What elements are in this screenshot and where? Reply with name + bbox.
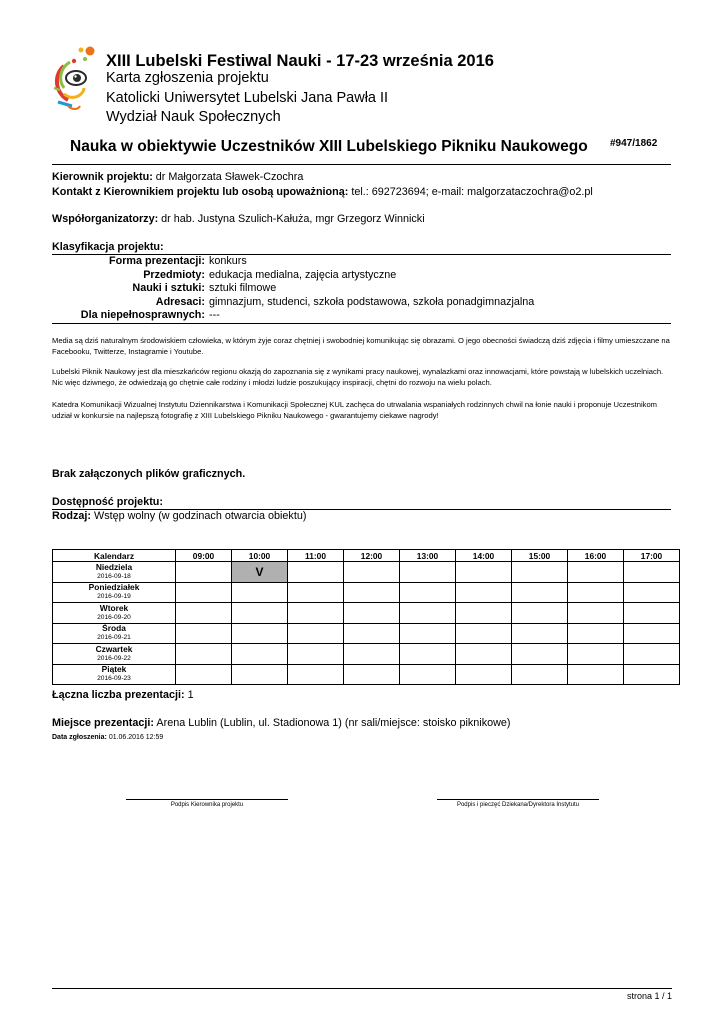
time-slot [568, 623, 624, 644]
signature-caption-left: Podpis Kierownika projektu [170, 802, 244, 808]
description-paragraph: Katedra Komunikacji Wizualnej Instytutu Dziennikarstwa i Komunikacji Społecznej KUL zachęca do utrwalania wspaniałych rodzinnych chwil na łonie nauki i proponuje Uczestnikom udział w konkursie na najlepszą fotografię z XIII Lubelskiego Pikniku Naukowego - gwarantujemy ciekawe nagrody! [52, 400, 657, 420]
time-slot [456, 644, 512, 665]
time-slot [624, 562, 680, 583]
hour-header: 09:00 [176, 550, 232, 562]
calendar-corner: Kalendarz [53, 550, 176, 562]
hour-header: 12:00 [344, 550, 400, 562]
hour-header: 15:00 [512, 550, 568, 562]
field-value: edukacja medialna, zajęcia artystyczne [209, 268, 397, 281]
page-number: strona 1 / 1 [626, 991, 672, 1001]
time-slot [232, 582, 288, 603]
time-slot [400, 644, 456, 665]
time-slot [568, 562, 624, 583]
time-slot [624, 603, 680, 624]
time-slot [344, 644, 400, 665]
submitted-label: Data zgłoszenia: [52, 734, 107, 741]
day-cell [53, 562, 176, 583]
day-cell [53, 644, 176, 665]
calendar-day-row [53, 644, 680, 665]
time-slot [344, 623, 400, 644]
time-slot [456, 603, 512, 624]
time-slot [568, 603, 624, 624]
time-slot [400, 582, 456, 603]
time-slot [400, 623, 456, 644]
time-slot [456, 623, 512, 644]
classification-row [52, 296, 671, 310]
day-date: 2016-09-20 [97, 613, 131, 621]
hour-header: 14:00 [456, 550, 512, 562]
calendar-day-row [53, 582, 680, 603]
classification-heading: Klasyfikacja projektu: [52, 241, 164, 253]
time-slot [176, 582, 232, 603]
time-slot [568, 664, 624, 685]
attachments-note: Brak załączonych plików graficznych. [52, 468, 246, 480]
field-label: Dla niepełnosprawnych: [80, 309, 205, 322]
coorganizers-value: dr hab. Justyna Szulich-Kałuża, mgr Grzegorz Winnicki [161, 213, 425, 225]
time-slot [456, 664, 512, 685]
day-date: 2016-09-18 [97, 572, 131, 580]
time-slot [344, 582, 400, 603]
signature-caption-right: Podpis i pieczęć Dziekana/Dyrektora Instytutu [456, 802, 580, 808]
hour-header: 13:00 [400, 550, 456, 562]
time-slot [344, 603, 400, 624]
calendar-table [52, 549, 680, 685]
total-label: Łączna liczba prezentacji: [52, 689, 185, 701]
time-slot-marked: V [232, 562, 288, 583]
day-name: Czwartek [95, 643, 133, 654]
time-slot [344, 664, 400, 685]
signature-line-right [437, 799, 599, 800]
hour-header: 10:00 [232, 550, 288, 562]
availability-type-row [52, 510, 306, 522]
classification-row [52, 309, 671, 323]
field-label: Nauki i sztuki: [132, 282, 205, 295]
time-slot [232, 623, 288, 644]
time-slot [288, 603, 344, 624]
time-slot [456, 562, 512, 583]
time-slot [624, 644, 680, 665]
calendar-header-row [53, 550, 680, 562]
time-slot [568, 582, 624, 603]
coorganizers-row [52, 213, 425, 225]
divider [52, 323, 671, 324]
time-slot [456, 582, 512, 603]
divider [52, 164, 671, 165]
time-slot [512, 562, 568, 583]
time-slot [288, 582, 344, 603]
submitted-row [52, 734, 163, 741]
contact-label: Kontakt z Kierownikiem projektu lub osobą upoważnioną: [52, 186, 349, 198]
description-paragraph: Lubelski Piknik Naukowy jest dla mieszkańców regionu okazją do zapoznania się z wynikami pracy naukowej, wynalazkami oraz innowacjami, które powstają w lubelskich uczelniach. Nic więc dziwnego, że odwiedzają go chętnie całe rodziny i młodzi ludzie poszukujący inspiracji, chętni do rozwoju na wielu polach. [52, 367, 664, 387]
day-name: Piątek [101, 664, 127, 675]
project-title: Nauka w obiektywie Uczestników XIII Lubelskiego Pikniku Naukowego [70, 138, 588, 155]
time-slot [232, 644, 288, 665]
festival-logo [50, 44, 102, 112]
classification-row [52, 282, 671, 296]
availability-type-label: Rodzaj: [52, 510, 91, 522]
total-row [52, 689, 194, 701]
contact-value: tel.: 692723694; e-mail: malgorzataczochra@o2.pl [351, 186, 593, 198]
day-cell [53, 623, 176, 644]
manager-label: Kierownik projektu: [52, 171, 153, 183]
time-slot [288, 644, 344, 665]
day-cell [53, 603, 176, 624]
time-slot [624, 623, 680, 644]
day-cell [53, 664, 176, 685]
field-value: sztuki filmowe [209, 282, 277, 295]
place-label: Miejsce prezentacji: [52, 717, 155, 729]
place-value: Arena Lublin (Lublin, ul. Stadionowa 1) (nr sali/miejsce: stoisko piknikowe) [156, 717, 511, 729]
field-value: --- [209, 309, 220, 322]
day-date: 2016-09-22 [97, 654, 131, 662]
time-slot [400, 664, 456, 685]
day-cell [53, 582, 176, 603]
availability-heading: Dostępność projektu: [52, 496, 163, 508]
hour-header: 17:00 [624, 550, 680, 562]
time-slot [624, 582, 680, 603]
place-row [52, 717, 511, 729]
calendar-day-row [53, 623, 680, 644]
classification-row [52, 255, 671, 269]
time-slot [568, 644, 624, 665]
field-label: Forma prezentacji: [109, 255, 205, 267]
submitted-value: 01.06.2016 12:59 [108, 734, 164, 741]
time-slot [176, 623, 232, 644]
day-name: Poniedziałek [88, 582, 140, 593]
time-slot [176, 562, 232, 583]
field-value: konkurs [209, 255, 247, 267]
classification-row [52, 269, 671, 283]
field-label: Przedmioty: [143, 268, 205, 281]
day-date: 2016-09-21 [97, 634, 131, 642]
field-label: Adresaci: [155, 295, 205, 308]
manager-value: dr Małgorzata Sławek-Czochra [155, 171, 304, 183]
calendar-day-row [53, 664, 680, 685]
time-slot [288, 623, 344, 644]
field-value: gimnazjum, studenci, szkoła podstawowa, szkoła ponadgimnazjalna [209, 295, 535, 308]
time-slot [400, 603, 456, 624]
time-slot [512, 582, 568, 603]
time-slot [624, 664, 680, 685]
manager-row [52, 171, 303, 183]
classification-table [52, 255, 671, 323]
day-name: Środa [102, 623, 126, 634]
hour-header: 11:00 [288, 550, 344, 562]
calendar-day-row [53, 603, 680, 624]
day-date: 2016-09-19 [97, 593, 131, 601]
time-slot [232, 603, 288, 624]
availability-type-value: Wstęp wolny (w godzinach otwarcia obiektu) [94, 510, 307, 522]
contact-row [52, 186, 593, 198]
festival-title: XIII Lubelski Festiwal Nauki - 17-23 września 2016 [106, 52, 494, 70]
time-slot [344, 562, 400, 583]
time-slot [176, 664, 232, 685]
total-value: 1 [187, 689, 194, 701]
calendar-day-row [53, 562, 680, 583]
time-slot [176, 603, 232, 624]
time-slot [400, 562, 456, 583]
time-slot [512, 603, 568, 624]
time-slot [288, 664, 344, 685]
description-paragraph: Media są dziś naturalnym środowiskiem człowieka, w którym żyje coraz chętniej i swobodniej komunikując się obrazami. O jego obecności świadczą dziś zdjęcia i filmy umieszczane na Facebooku, Twitterze, Instagramie i Youtube. [52, 336, 670, 356]
footer-divider [52, 988, 672, 989]
time-slot [512, 644, 568, 665]
day-name: Wtorek [99, 602, 129, 613]
project-id: #947/1862 [610, 138, 658, 149]
time-slot [288, 562, 344, 583]
day-name: Niedziela [95, 561, 133, 572]
form-name: Karta zgłoszenia projektu [106, 70, 269, 86]
signature-line-left [126, 799, 288, 800]
faculty-name: Wydział Nauk Społecznych [106, 109, 281, 125]
time-slot [176, 644, 232, 665]
day-date: 2016-09-23 [97, 675, 131, 683]
time-slot [512, 664, 568, 685]
hour-header: 16:00 [568, 550, 624, 562]
time-slot [232, 664, 288, 685]
time-slot [512, 623, 568, 644]
coorganizers-label: Współorganizatorzy: [52, 213, 159, 225]
university-name: Katolicki Uniwersytet Lubelski Jana Pawła II [106, 90, 389, 106]
